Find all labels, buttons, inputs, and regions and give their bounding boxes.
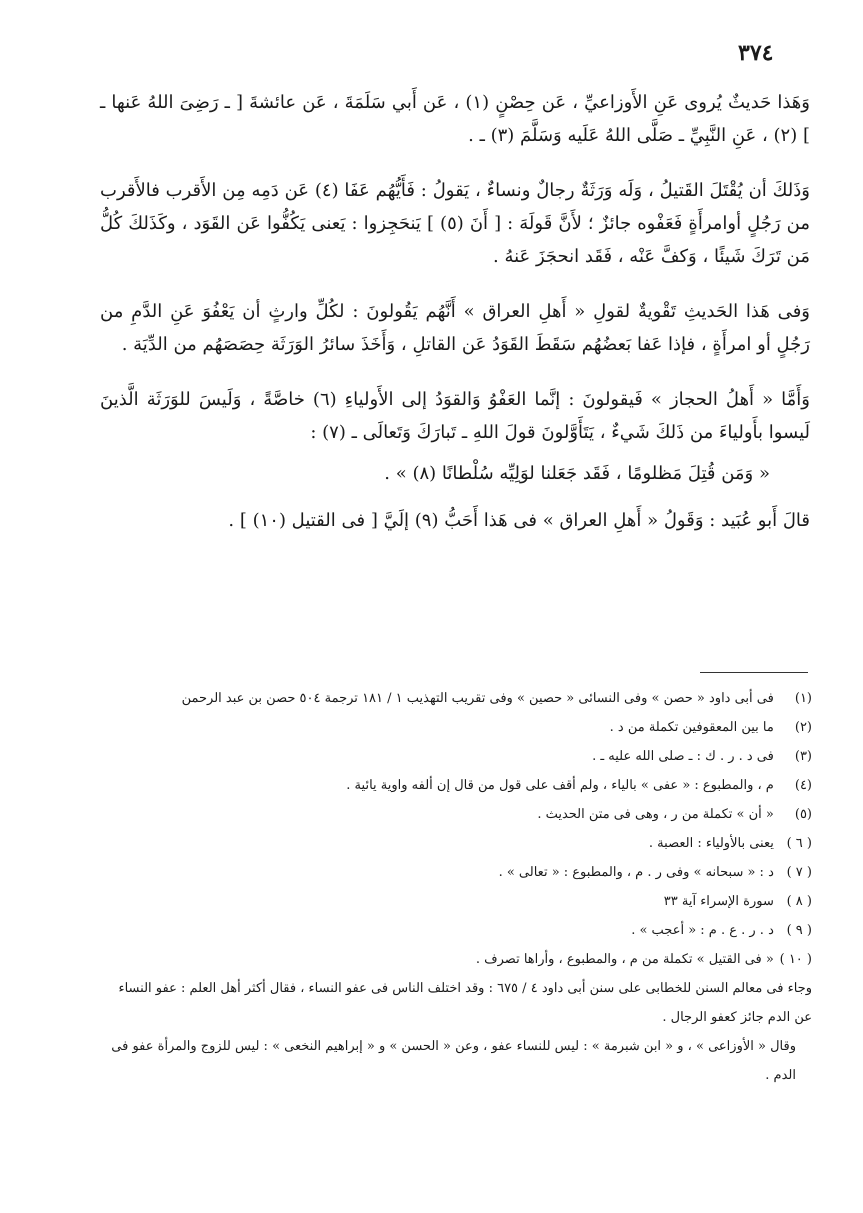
footnote-text: ما بين المعقوفين تكملة من د . — [609, 720, 774, 735]
paragraph-iraq-view: وَفى هَذا الحَديثِ تَقْويةٌ لقولِ « أَهلِ العراق » أَنَّهُم يَقُولونَ : لكُلِّ وارثٍ أن يَعْفُوَ عَنِ الدَّمِ من رَجُلٍ أو امرأَةٍ ، فإذا عَفا بَعضُهُم سَقَطَ القَوَدُ عَن القاتلِ ، وَأَخَذَ سائرُ الوَرَثَة حِصَصَهُم من الدِّيَة . — [100, 301, 810, 355]
footnote-text: يعنى بالأولياء : العصبة . — [648, 836, 774, 851]
footnote-text: د . ر . ع . م : « أعجب » . — [631, 923, 774, 938]
footnote-4 — [100, 771, 812, 800]
footnote-text: « أن » تكملة من ر ، وهى فى متن الحديث . — [537, 807, 774, 822]
paragraph-explanation: وَذَلكَ أن يُقْتَلَ القَتيلُ ، وَلَه وَرَثَةٌ رجالٌ ونساءٌ ، يَقولُ : فَأَيُّهُم عَفَا (٤) عَن دَمِه مِن الأَقرب فالأَقرب من رَجُلٍ أوامرأَةٍ فَعَفْوه جائزٌ ؛ لأَنَّ قَولَهَ : [ أَنَ (٥) ] يَنحَجِزوا : يَعنى يَكُفُّوا عَن القَوَد ، وكَذَلكَ كُلُّ مَن تَرَكَ شَيئًا ، وَكفَّ عَنْه ، فَقَد انحجَزَ عَنهُ . — [100, 180, 810, 267]
footnote-text: م ، والمطبوع : « عفى » بالياء ، ولم أقف على قول من قال إن ألفه واوية يائية . — [346, 778, 774, 793]
footnote-number: (٢) — [794, 720, 812, 735]
footnote-5 — [100, 800, 812, 829]
footnote-10 — [100, 945, 812, 974]
main-text — [100, 86, 810, 559]
footnote-1 — [100, 684, 812, 713]
footnote-number: ( ٧ ) — [786, 865, 812, 880]
footnote-number: ( ٩ ) — [786, 923, 812, 938]
footnote-number: (١) — [794, 691, 812, 706]
footnote-7 — [100, 858, 812, 887]
note-awzai: وقال « الأوزاعى » ، و « ابن شبرمة » : ليس للنساء عفو ، وعن « الحسن » و « إبراهيم النخعى » : ليس للزوج والمرأة عفو فى الدم . — [111, 1039, 796, 1083]
footnote-number: (٤) — [794, 778, 812, 793]
footnote-number: ( ٦ ) — [786, 836, 812, 851]
paragraph-hijaz-view: وَأَمَّا « أَهلُ الحجاز » فَيقولونَ : إنَّما العَفْوُ وَالقوَدُ إلى الأَولياءِ (٦) خاصَّةً ، وَلَيسَ للوَرَثَة الَّذينَ لَيسوا بأَولياءَ من ذَلكَ شَيءٌ ، يَتَأَوَّلونَ قولَ اللهِ ـ تَبارَكَ وَتَعالَى ـ (٧) : — [100, 389, 810, 443]
footnotes-section — [100, 684, 812, 1090]
footnote-text: فى أبى داود « حصن » وفى النسائى « حصين » وفى تقريب التهذيب ١ / ١٨١ ترجمة ٥٠٤ حصن بن عبد الرحمن — [181, 691, 774, 706]
footnote-text: فى د . ر . ك : ـ صلى الله عليه ـ . — [592, 749, 774, 764]
footnote-6 — [100, 829, 812, 858]
footnote-text: د : « سبحانه » وفى ر . م ، والمطبوع : « تعالى » . — [498, 865, 774, 880]
footnote-number: (٣) — [794, 749, 812, 764]
footnote-number: ( ٨ ) — [786, 894, 812, 909]
paragraph-hadith-chain: وَهَذا حَديثٌ يُروى عَنِ الأَوزاعيِّ ، عَن حِصْنٍ (١) ، عَن أَبي سَلَمَةَ ، عَن عائشةَ [ ـ رَضِىَ اللهُ عَنها ـ ] (٢) ، عَنِ النَّبِيِّ ـ صَلَّى اللهُ عَلَيه وَسَلَّمَ (٣) ـ . — [100, 92, 810, 146]
footnote-number: (٥) — [794, 807, 812, 822]
paragraph-abu-ubayd: قالَ أَبو عُبَيد : وَقَولُ « أَهلِ العراق » فى هَذا أَحَبُّ (٩) إلَيَّ [ فى القتيل (١٠) ] . — [228, 510, 810, 531]
footnote-divider — [700, 672, 808, 673]
footnote-8 — [100, 887, 812, 916]
footnote-9 — [100, 916, 812, 945]
note-khattabi: وجاء فى معالم السنن للخطابى على سنن أبى داود ٤ / ٦٧٥ : وقد اختلف الناس فى عفو النساء ، فقال أكثر أهل العلم : عفو النساء عن الدم جائز كعفو الرجال . — [118, 981, 812, 1025]
footnote-text: سورة الإسراء آية ٣٣ — [663, 894, 774, 909]
footnote-text: « فى القتيل » تكملة من م ، والمطبوع ، وأراها تصرف . — [475, 952, 774, 967]
page-number: ٣٧٤ — [738, 40, 774, 66]
footnote-number: ( ١٠ ) — [779, 952, 812, 967]
quran-verse: « وَمَن قُتِلَ مَظلومًا ، فَقَد جَعَلنا لوَلِيِّه سُلْطانًا (٨) » . — [384, 463, 770, 484]
footnote-2 — [100, 713, 812, 742]
footnote-3 — [100, 742, 812, 771]
